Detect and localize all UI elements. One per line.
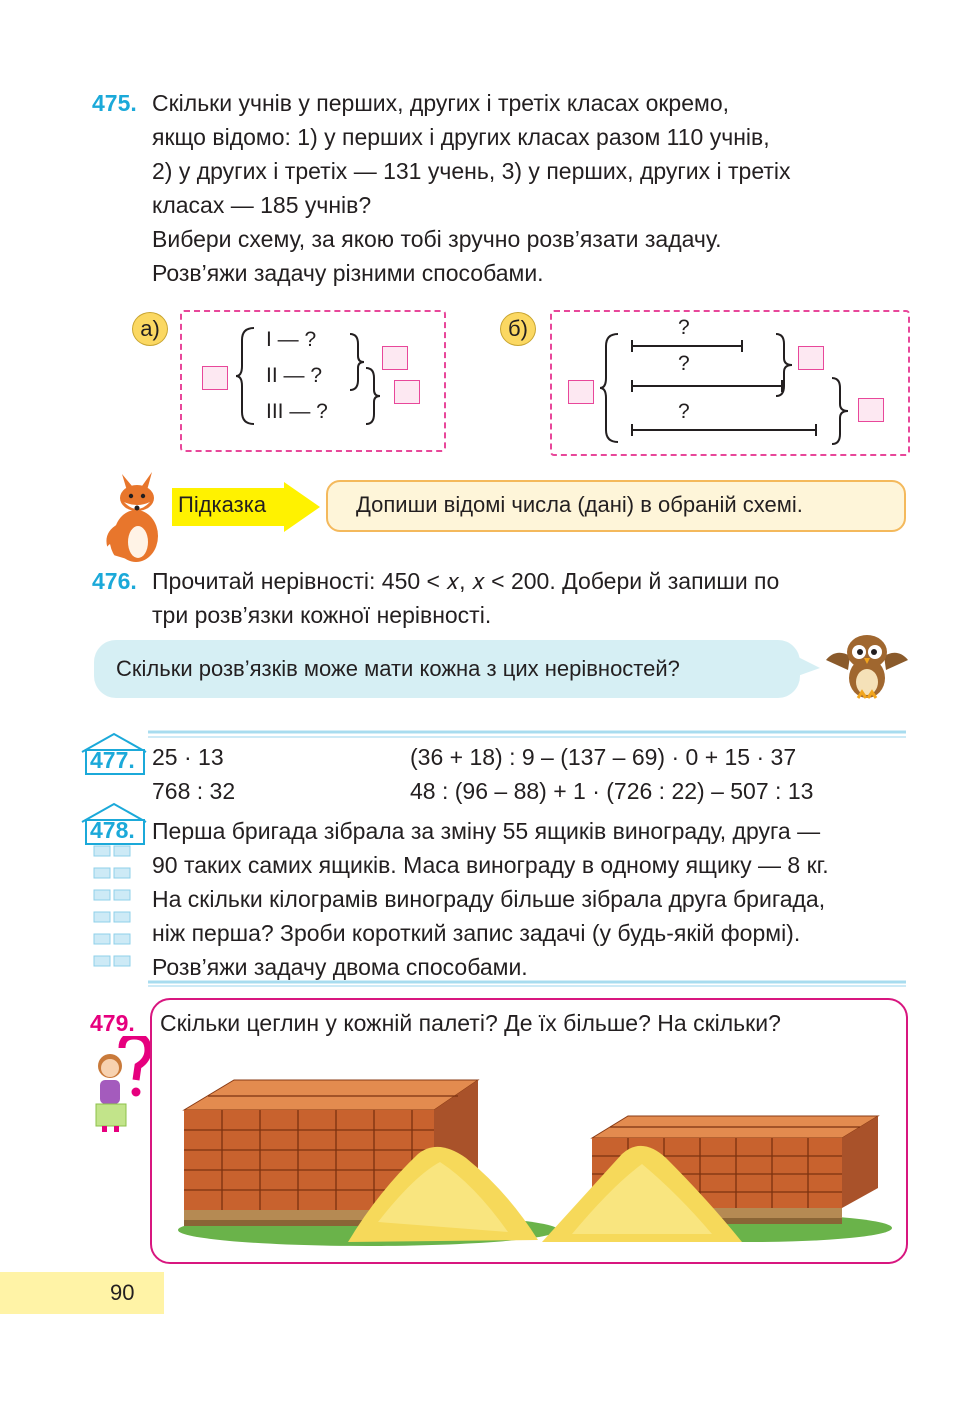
- schema-a-empty-box-total[interactable]: [202, 366, 228, 390]
- task-475-line5: Вибери схему, за якою тобі зручно розв’язати задачу.: [152, 226, 722, 252]
- schema-b-empty-box-2[interactable]: [858, 398, 884, 422]
- page-number: 90: [110, 1280, 135, 1305]
- schema-b-q3: ?: [678, 400, 690, 423]
- task-478-line3: На скільки кілограмів винограду більше зібрала друга бригада,: [152, 886, 826, 912]
- brick-pallet-right: [532, 1102, 892, 1252]
- hint-label: Підказка: [178, 492, 267, 517]
- task-478-number: 478.: [90, 817, 135, 843]
- schema-b-q2: ?: [678, 352, 690, 375]
- task-477-expr2: (36 + 18) : 9 – (137 – 69) · 0 + 15 · 37: [410, 744, 797, 770]
- schema-b-left-brace-icon: [598, 332, 622, 444]
- schema-b-label: б): [500, 312, 536, 346]
- task-478-line4: ніж перша? Зроби короткий запис задачі (у будь-якій формі).: [152, 920, 801, 946]
- task-477-expr1: 25 · 13: [152, 744, 224, 770]
- task-479-frame: [150, 998, 908, 1264]
- schema-b-segments: [626, 336, 826, 436]
- schema-a-empty-box-2[interactable]: [394, 380, 420, 404]
- brick-pallet-left: [178, 1072, 558, 1252]
- schema-b-q1: ?: [678, 316, 690, 339]
- schema-b-box: [550, 310, 910, 456]
- schema-b-empty-box-total[interactable]: [568, 380, 594, 404]
- fox-icon: [100, 464, 170, 568]
- task-478-line5: Розв’яжи задачу двома способами.: [152, 954, 528, 980]
- task-475-line6: Розв’яжи задачу різними способами.: [152, 260, 544, 286]
- hint-bubble: [326, 480, 906, 532]
- task-479-text: Скільки цеглин у кожній палеті? Де їх більше? На скільки?: [160, 1010, 781, 1036]
- schema-a-row2: II — ?: [266, 364, 323, 387]
- schema-b-empty-box-1[interactable]: [798, 346, 824, 370]
- schema-a-empty-box-1[interactable]: [382, 346, 408, 370]
- question-bubble-tail: [792, 654, 822, 680]
- task-475-number: 475.: [92, 90, 137, 116]
- hint-text: Допиши відомі числа (дані) в обраній схемі.: [356, 492, 803, 517]
- task-479-number: 479.: [90, 1010, 135, 1036]
- schema-a-row3: III — ?: [266, 400, 328, 423]
- girl-question-icon: [88, 1036, 154, 1136]
- task-478-line1: Перша бригада зібрала за зміну 55 ящиків винограду, друга —: [152, 818, 821, 844]
- schema-a-box: [180, 310, 446, 452]
- task-476-number: 476.: [92, 568, 137, 594]
- schema-a-right-brace-bottom-icon: [364, 366, 384, 426]
- question-text: Скільки розв’язків може мати кожна з цих нерівностей?: [116, 656, 680, 681]
- task-476-line2: три розв’язки кожної нерівності.: [152, 602, 492, 628]
- task-475-line3: 2) у других і третіх — 131 учень, 3) у перших, других і третіх: [152, 158, 791, 184]
- question-bubble: [94, 640, 800, 698]
- schema-a-label: а): [132, 312, 168, 346]
- schema-a-row1: I — ?: [266, 328, 317, 351]
- page-number-band: [0, 1272, 164, 1314]
- schema-b-right-brace-top-icon: [774, 332, 796, 398]
- task-478-line2: 90 таких самих ящиків. Маса винограду в одному ящику — 8 кг.: [152, 852, 829, 878]
- task-475-line2: якщо відомо: 1) у перших і других класах разом 110 учнів,: [152, 124, 770, 150]
- task-475-line4: класах — 185 учнів?: [152, 192, 372, 218]
- task-475-line1: Скільки учнів у перших, других і третіх класах окремо,: [152, 90, 730, 116]
- task-476-line1: Прочитай нерівності: 450 < 𝑥, 𝑥 < 200. Добери й запиши по: [152, 568, 780, 594]
- task-477-number: 477.: [90, 747, 135, 773]
- owl-icon: [822, 630, 912, 702]
- schema-b-right-brace-bottom-icon: [830, 376, 852, 446]
- schema-a-left-brace-icon: [234, 326, 258, 426]
- task-477-expr4: 48 : (96 – 88) + 1 · (726 : 22) – 507 : 13: [410, 778, 814, 804]
- task-477-expr3: 768 : 32: [152, 778, 236, 804]
